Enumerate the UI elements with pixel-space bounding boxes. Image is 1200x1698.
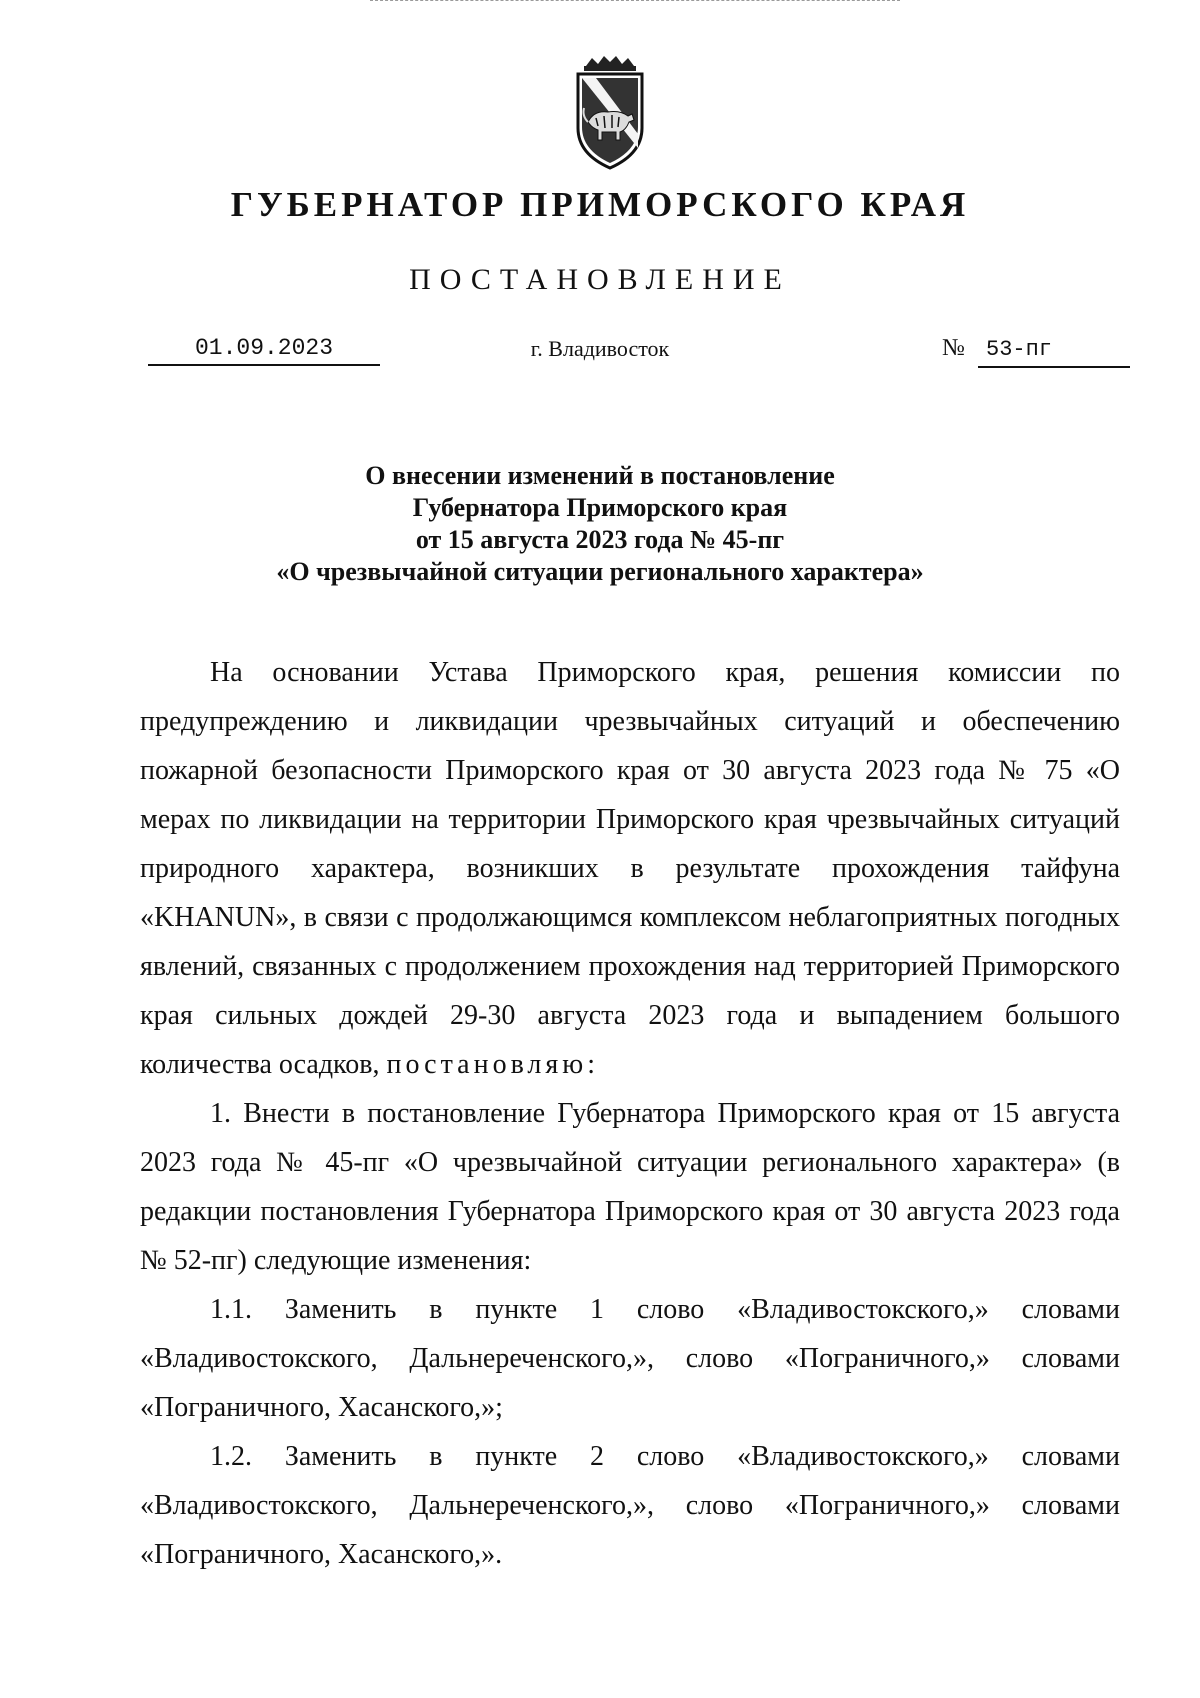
- item-1-paragraph: 1. Внести в постановление Губернатора Приморского края от 15 августа 2023 года № 45-пг «О чрезвычайной ситуации регионального характера» (в редакции постановления Губернатора Приморского края от 30 августа 2023 года № 52-пг) следующие изменения:: [140, 1098, 1120, 1276]
- top-scan-rule: [370, 0, 900, 1]
- title-line: от 15 августа 2023 года № 45-пг: [415, 525, 785, 554]
- coat-of-arms-icon: [572, 56, 648, 172]
- number-value: 53-пг: [978, 336, 1130, 368]
- document-number: [942, 334, 1132, 368]
- document-body: [140, 648, 1120, 1579]
- issuing-authority: ГУБЕРНАТОР ПРИМОРСКОГО КРАЯ: [230, 185, 970, 224]
- document-type: ПОСТАНОВЛЕНИЕ: [409, 263, 791, 296]
- preamble-text: На основании Устава Приморского края, решения комиссии по предупреждению и ликвидации чрезвычайных ситуаций и обеспечению пожарной безопасности Приморского края от 30 августа 2023 года № 75 «О мерах по ликвидации на территории Приморского края чрезвычайных ситуаций природного характера, возникших в результате прохождения тайфуна «KHANUN», в связи с продолжающимся комплексом неблагоприятных погодных явлений, связанных с продолжением прохождения над территорией Приморского края сильных дождей 29-30 августа 2023 года и выпадением большого количества осадков,: [140, 657, 1120, 1080]
- number-sign: №: [942, 335, 965, 361]
- title-line: О внесении изменений в постановление: [365, 461, 835, 490]
- item-1-2-paragraph: 1.2. Заменить в пункте 2 слово «Владивостокского,» словами «Владивостокского, Дальнереченского,», слово «Пограничного,» словами «Пограничного, Хасанского,».: [140, 1441, 1120, 1570]
- decree-word: постановляю:: [386, 1049, 599, 1080]
- title-line: «О чрезвычайной ситуации регионального характера»: [276, 557, 924, 586]
- document-title: [140, 460, 1060, 588]
- preamble-paragraph: [140, 648, 1120, 1089]
- document-city: г. Владивосток: [530, 336, 670, 361]
- document-date: 01.09.2023: [148, 334, 380, 366]
- title-line: Губернатора Приморского края: [412, 493, 788, 522]
- item-1-1-paragraph: 1.1. Заменить в пункте 1 слово «Владивостокского,» словами «Владивостокского, Дальнереченского,», слово «Пограничного,» словами «Пограничного, Хасанского,»;: [140, 1294, 1120, 1423]
